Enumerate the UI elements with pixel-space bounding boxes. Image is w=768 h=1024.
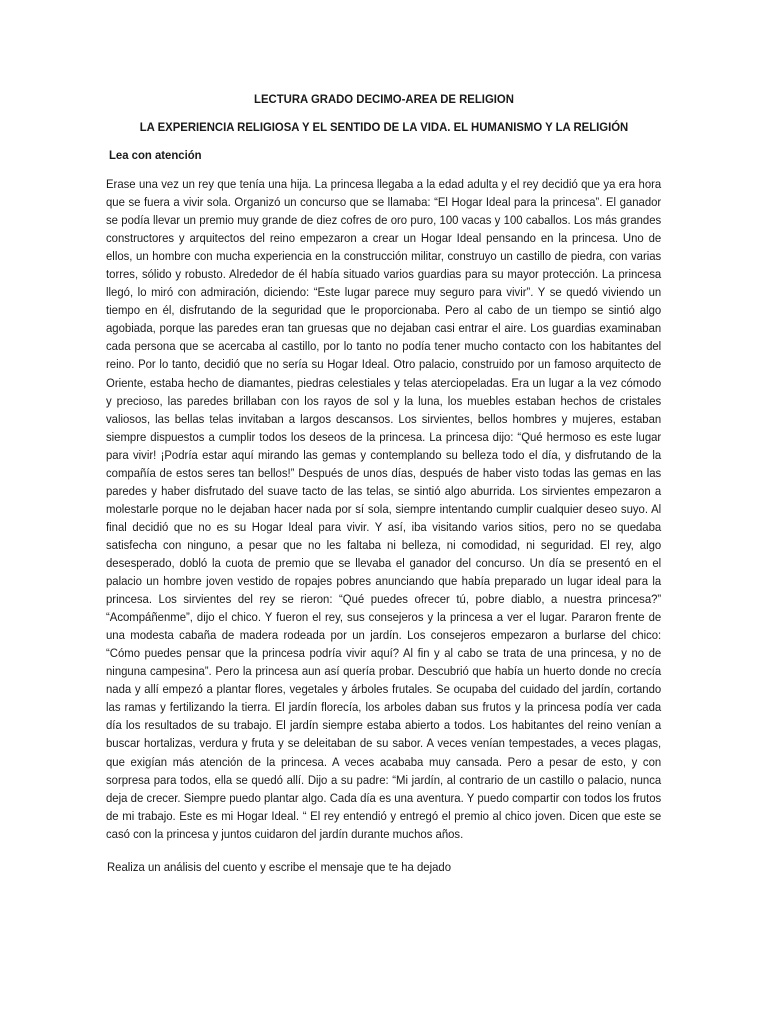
assignment-instruction: Realiza un análisis del cuento y escribe el mensaje que te ha dejado xyxy=(107,860,452,874)
story-body: Erase una vez un rey que tenía una hija. La princesa llegaba a la edad adulta y el rey decidió que ya era hora que se fuera a vivir sola. Organizó un concurso que se llamaba: “El Hogar Ideal para la princesa”. El ganador se podía llevar un premio muy grande de diez cofres de oro puro, 100 vacas y 100 caballos. Los más grandes constructores y arquitectos del reino empezaron a crear un Hogar Ideal pensando en la princesa. Uno de ellos, un hombre con mucha experiencia en la construcción militar, construyo un castillo de piedra, con varias torres, sólido y robusto. Alrededor de él había situado varios guardias para su mayor protección. La princesa llegó, lo miró con admiración, diciendo: “Este lugar parece muy seguro para vivir”. Y se quedó viviendo un tiempo en él, disfrutando de la seguridad que le proporcionaba. Pero al cabo de un tiempo se sintió algo agobiada, porque las paredes eran tan gruesas que no dejaban casi entrar el aire. Los guardias examinaban cada persona que se acercaba al castillo, por lo tanto no podía tener mucho contacto con los habitantes del reino. Por lo tanto, decidió que no sería su Hogar Ideal. Otro palacio, construido por un famoso arquitecto de Oriente, estaba hecho de diamantes, piedras celestiales y telas aterciopeladas. Era un lugar a la vez cómodo y precioso, las paredes brillaban con los rayos de sol y la luna, los muebles estaban hechos de cristales valiosos, las bellas telas invitaban a largos descansos. Los sirvientes, bellos hombres y mujeres, estaban siempre dispuestos a cumplir todos los deseos de la princesa. La princesa dijo: “Qué hermoso es este lugar para vivir! ¡Podría estar aquí mirando las gemas y contemplando su belleza todo el día, y disfrutando de la compañía de estos seres tan bellos!” Después de unos días, después de haber visto todas las gemas en las paredes y haber disfrutado del suave tacto de las telas, se sintió algo aburrida. Los sirvientes empezaron a molestarle porque no le dejaban hacer nada por sí sola, siempre intentando cumplir cualquier deseo suyo. Al final decidió que no es su Hogar Ideal para vivir. Y así, iba visitando varios sitios, pero no se quedaba satisfecha con ninguno, a pesar que no les faltaba ni belleza, ni comodidad, ni seguridad. El rey, algo desesperado, dobló la cuota de premio que se llevaba el ganador del concurso. Un día se presentó en el palacio un hombre joven vestido de ropajes pobres anunciando que había preparado un lugar ideal para la princesa. Los sirvientes del rey se rieron: “Qué puedes ofrecer tú, pobre diablo, a nuestra princesa?” “Acompáñenme”, dijo el chico. Y fueron el rey, sus consejeros y la princesa a ver el lugar. Pararon frente de una modesta cabaña de madera rodeada por un jardín. Los consejeros empezaron a burlarse del chico: “Cómo puedes pensar que la princesa podría vivir aquí? Al fin y al cabo se trata de una princesa, y no de ninguna campesina”. Pero la princesa aun así quería probar. Descubrió que había un huerto donde no crecía nada y allí empezó a plantar flores, vegetales y árboles frutales. Se ocupaba del cuidado del jardín, cortando las ramas y fertilizando la tierra. El jardín florecía, los arboles daban sus frutos y la princesa podía ver cada día los resultados de su trabajo. El jardín siempre estaba abierto a todos. Los habitantes del reino venían a buscar hortalizas, verdura y fruta y se deleitaban de su sabor. A veces venían tempestades, a veces plagas, que exigían más atención de la princesa. A veces acababa muy cansada. Pero a pesar de esto, y con sorpresa para todos, ella se quedó allí. Dijo a su padre: “Mi jardín, al contrario de un castillo o palacio, nunca deja de crecer. Siempre puedo plantar algo. Cada día es una aventura. Y puedo compartir con todos los frutos de mi trabajo. Este es mi Hogar Ideal. “ El rey entendió y entregó el premio al chico joven. Dicen que este se casó con la princesa y juntos cuidaron del jardín durante muchos años. xyxy=(106,177,662,841)
reading-instruction-heading: Lea con atención xyxy=(109,148,202,162)
document-subtitle: LA EXPERIENCIA RELIGIOSA Y EL SENTIDO DE LA VIDA. EL HUMANISMO Y LA RELIGIÓN xyxy=(139,120,629,134)
document-title: LECTURA GRADO DECIMO-AREA DE RELIGION xyxy=(254,92,514,106)
